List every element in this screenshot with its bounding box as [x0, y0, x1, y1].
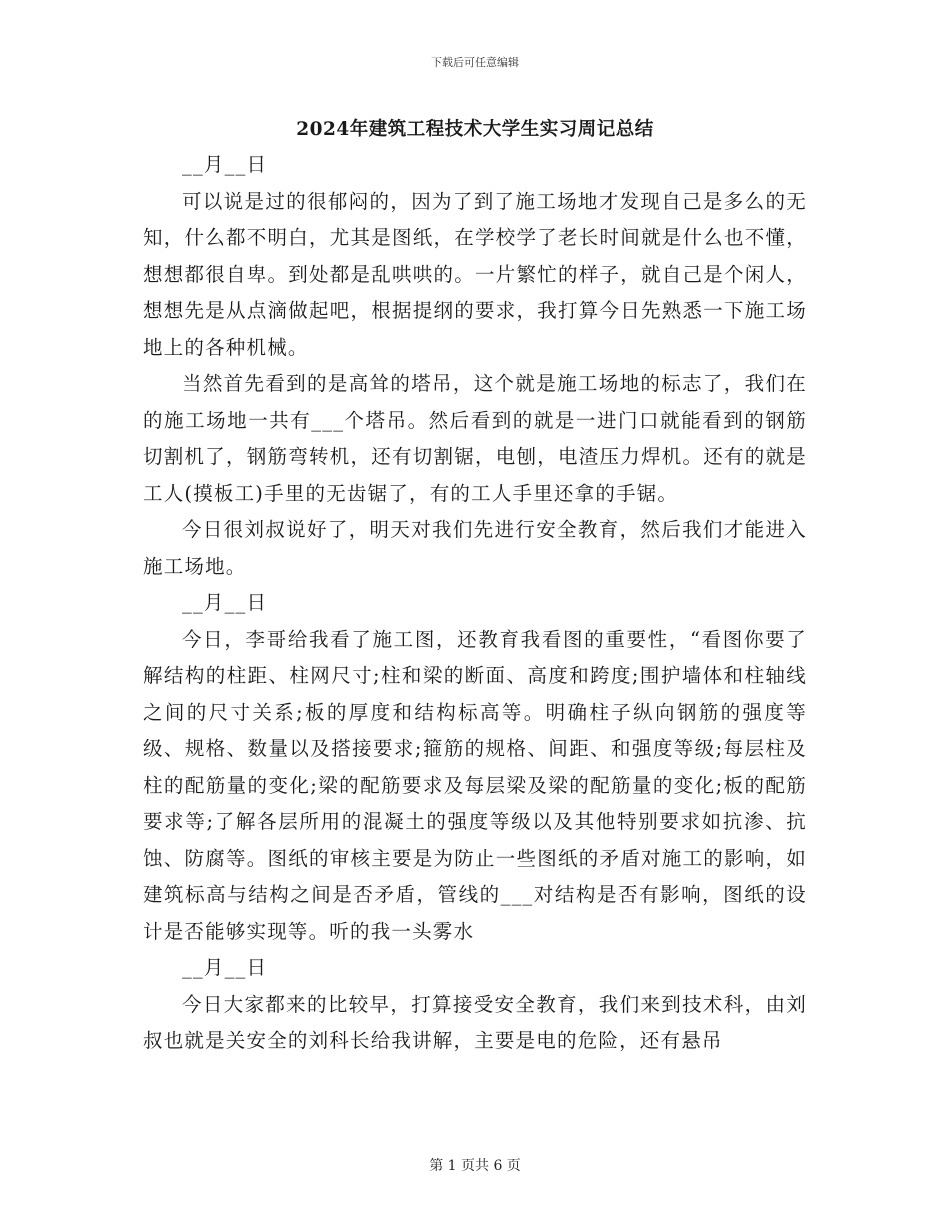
- date-line: __月__日: [182, 591, 268, 614]
- paragraph: 今日很刘叔说好了，明天对我们先进行安全教育，然后我们才能进入施工场地。: [143, 518, 807, 578]
- document-body: [143, 147, 807, 1060]
- header-note: 下载后可任意编辑: [431, 56, 519, 69]
- document-title: 2024年建筑工程技术大学生实习周记总结: [296, 119, 654, 140]
- paragraph: 今日，李哥给我看了施工图，还教育我看图的重要性，“看图你要了解结构的柱距、柱网尺寸;柱和梁的断面、高度和跨度;围护墙体和柱轴线之间的尺寸关系;板的厚度和结构标高等。明确柱子纵向钢筋的强度等级、规格、数量以及搭接要求;箍筋的规格、间距、和强度等级;每层柱及柱的配筋量的变化;梁的配筋要求及每层梁及梁的配筋量的变化;板的配筋要求等;了解各层所用的混凝土的强度等级以及其他特别要求如抗渗、抗蚀、防腐等。图纸的审核主要是为防止一些图纸的矛盾对施工的影响，如建筑标高与结构之间是否矛盾，管线的___对结构是否有影响，图纸的设计是否能够实现等。听的我一头雾水: [143, 627, 807, 943]
- paragraph: 可以说是过的很郁闷的，因为了到了施工场地才发现自己是多么的无知，什么都不明白，尤其是图纸，在学校学了老长时间就是什么也不懂，想想都很自卑。到处都是乱哄哄的。一片繁忙的样子，就自己是个闲人，想想先是从点滴做起吧，根据提纲的要求，我打算今日先熟悉一下施工场地上的各种机械。: [143, 189, 807, 359]
- date-line: __月__日: [182, 956, 268, 979]
- date-line: __月__日: [182, 153, 268, 176]
- paragraph: 今日大家都来的比较早，打算接受安全教育，我们来到技术科，由刘叔也就是关安全的刘科长给我讲解，主要是电的危险，还有悬吊: [143, 992, 807, 1052]
- paragraph: 当然首先看到的是高耸的塔吊，这个就是施工场地的标志了，我们在的施工场地一共有___个塔吊。然后看到的就是一进门口就能看到的钢筋切割机了，钢筋弯转机，还有切割锯，电刨，电渣压力焊机。还有的就是工人(摸板工)手里的无齿锯了，有的工人手里还拿的手锯。: [143, 372, 807, 505]
- page-footer: 第 1 页共 6 页: [429, 1158, 521, 1174]
